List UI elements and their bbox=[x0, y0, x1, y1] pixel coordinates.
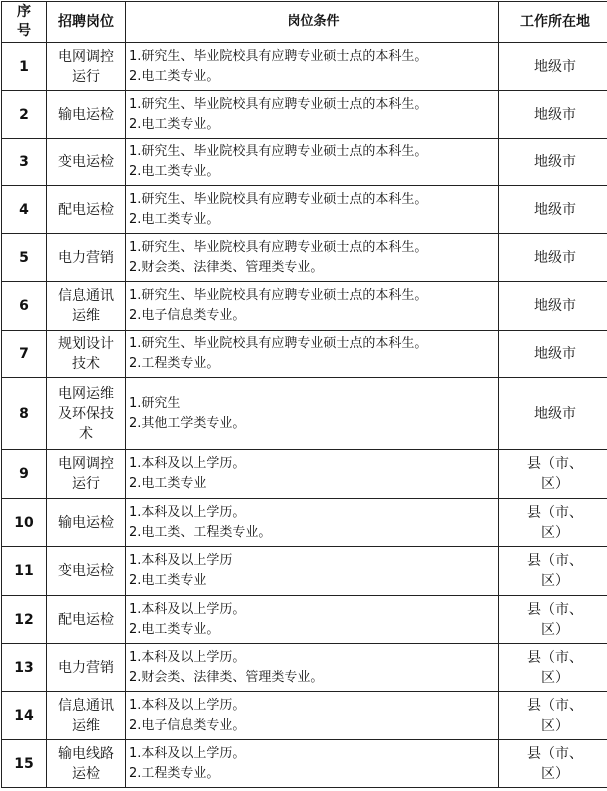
location-cell bbox=[499, 450, 607, 498]
location-text: 地级市 bbox=[534, 249, 576, 266]
table-row bbox=[2, 233, 607, 281]
condition-line: 2.电工类专业。 bbox=[129, 211, 220, 227]
condition-line: 1.本科及以上学历 bbox=[129, 553, 233, 569]
location-text: 地级市 bbox=[534, 154, 576, 171]
position-cell bbox=[47, 595, 126, 643]
location-cell bbox=[499, 233, 607, 281]
conditions-cell bbox=[126, 644, 499, 691]
header-row bbox=[2, 2, 607, 43]
location-cell bbox=[499, 43, 607, 91]
conditions-cell bbox=[126, 691, 499, 739]
condition-line: 1.本科及以上学历。 bbox=[129, 601, 246, 617]
condition-line: 1.研究生、毕业院校具有应聘专业硕士点的本科生。 bbox=[129, 48, 428, 64]
condition-line: 2.电工类、工程类专业。 bbox=[129, 524, 272, 540]
header-location bbox=[499, 2, 607, 43]
row-number: 7 bbox=[2, 330, 47, 377]
table-row bbox=[2, 691, 607, 739]
position-text: 配电运检 bbox=[58, 201, 114, 218]
conditions-cell bbox=[126, 450, 499, 498]
location-cell bbox=[499, 547, 607, 595]
condition-line: 1.研究生、毕业院校具有应聘专业硕士点的本科生。 bbox=[129, 288, 428, 304]
location-cell bbox=[499, 282, 607, 330]
table-row bbox=[2, 138, 607, 185]
row-number: 11 bbox=[2, 547, 47, 595]
location-cell bbox=[499, 691, 607, 739]
row-number: 4 bbox=[2, 186, 47, 233]
condition-line: 1.本科及以上学历。 bbox=[129, 456, 246, 472]
position-cell bbox=[47, 138, 126, 185]
location-text: 县（市、区） bbox=[527, 553, 583, 590]
row-number: 5 bbox=[2, 233, 47, 281]
condition-line: 1.本科及以上学历。 bbox=[129, 649, 246, 665]
location-text: 地级市 bbox=[534, 298, 576, 315]
position-text: 电网调控运行 bbox=[58, 48, 114, 85]
conditions-cell bbox=[126, 282, 499, 330]
row-number: 14 bbox=[2, 691, 47, 739]
location-cell bbox=[499, 498, 607, 546]
position-text: 配电运检 bbox=[58, 611, 114, 628]
location-cell bbox=[499, 186, 607, 233]
condition-line: 1.研究生、毕业院校具有应聘专业硕士点的本科生。 bbox=[129, 96, 428, 112]
position-cell bbox=[47, 740, 126, 788]
row-number: 10 bbox=[2, 498, 47, 546]
header-no bbox=[2, 2, 47, 43]
position-cell bbox=[47, 450, 126, 498]
condition-line: 2.电工类专业。 bbox=[129, 68, 220, 84]
row-number: 9 bbox=[2, 450, 47, 498]
location-cell bbox=[499, 378, 607, 450]
table-row bbox=[2, 595, 607, 643]
table-row bbox=[2, 450, 607, 498]
conditions-cell bbox=[126, 740, 499, 788]
row-number: 8 bbox=[2, 378, 47, 450]
row-number: 13 bbox=[2, 644, 47, 691]
condition-line: 2.电工类专业。 bbox=[129, 116, 220, 132]
header-conditions: 岗位条件 bbox=[126, 2, 499, 43]
condition-line: 2.其他工学类专业。 bbox=[129, 415, 246, 431]
position-text: 输电线路运检 bbox=[58, 745, 114, 782]
condition-line: 1.研究生、毕业院校具有应聘专业硕士点的本科生。 bbox=[129, 239, 428, 255]
row-number: 1 bbox=[2, 43, 47, 91]
location-cell bbox=[499, 644, 607, 691]
conditions-cell bbox=[126, 91, 499, 138]
row-number: 12 bbox=[2, 595, 47, 643]
position-cell bbox=[47, 233, 126, 281]
condition-line: 1.本科及以上学历。 bbox=[129, 504, 246, 520]
row-number: 15 bbox=[2, 740, 47, 788]
location-cell bbox=[499, 91, 607, 138]
conditions-cell bbox=[126, 138, 499, 185]
row-number: 3 bbox=[2, 138, 47, 185]
position-cell bbox=[47, 378, 126, 450]
header-no-text: 序号 bbox=[17, 4, 31, 39]
condition-line: 1.本科及以上学历。 bbox=[129, 745, 246, 761]
condition-line: 2.工程类专业。 bbox=[129, 356, 220, 372]
header-location-text: 工作所在地 bbox=[520, 14, 590, 30]
location-text: 地级市 bbox=[534, 106, 576, 123]
condition-line: 2.工程类专业。 bbox=[129, 765, 220, 781]
location-text: 县（市、区） bbox=[527, 601, 583, 638]
position-text: 信息通讯运维 bbox=[58, 288, 114, 325]
position-cell bbox=[47, 644, 126, 691]
conditions-cell bbox=[126, 378, 499, 450]
location-text: 县（市、区） bbox=[527, 697, 583, 734]
conditions-cell bbox=[126, 595, 499, 643]
position-text: 规划设计技术 bbox=[58, 336, 114, 373]
condition-line: 2.电子信息类专业。 bbox=[129, 717, 246, 733]
conditions-cell bbox=[126, 233, 499, 281]
location-text: 县（市、区） bbox=[527, 504, 583, 541]
condition-line: 1.本科及以上学历。 bbox=[129, 697, 246, 713]
location-cell bbox=[499, 740, 607, 788]
row-number: 6 bbox=[2, 282, 47, 330]
table-row bbox=[2, 378, 607, 450]
location-text: 县（市、区） bbox=[527, 456, 583, 493]
position-text: 电网运维及环保技术 bbox=[58, 385, 114, 442]
table-row bbox=[2, 43, 607, 91]
conditions-cell bbox=[126, 43, 499, 91]
conditions-cell bbox=[126, 330, 499, 377]
position-cell bbox=[47, 43, 126, 91]
condition-line: 2.财会类、法律类、管理类专业。 bbox=[129, 669, 324, 685]
table-row bbox=[2, 282, 607, 330]
position-cell bbox=[47, 91, 126, 138]
location-cell bbox=[499, 330, 607, 377]
location-cell bbox=[499, 138, 607, 185]
condition-line: 2.电工类专业 bbox=[129, 573, 207, 589]
table-row bbox=[2, 91, 607, 138]
position-text: 信息通讯运维 bbox=[58, 697, 114, 734]
location-cell bbox=[499, 595, 607, 643]
position-text: 电网调控运行 bbox=[58, 456, 114, 493]
table-row bbox=[2, 644, 607, 691]
row-number: 2 bbox=[2, 91, 47, 138]
table-row bbox=[2, 186, 607, 233]
location-text: 县（市、区） bbox=[527, 649, 583, 686]
location-text: 地级市 bbox=[534, 405, 576, 422]
location-text: 地级市 bbox=[534, 201, 576, 218]
position-text: 变电运检 bbox=[58, 154, 114, 171]
position-cell bbox=[47, 691, 126, 739]
condition-line: 2.电工类专业。 bbox=[129, 164, 220, 180]
condition-line: 1.研究生、毕业院校具有应聘专业硕士点的本科生。 bbox=[129, 191, 428, 207]
table-body bbox=[2, 43, 607, 788]
position-cell bbox=[47, 330, 126, 377]
header-position: 招聘岗位 bbox=[47, 2, 126, 43]
condition-line: 2.电子信息类专业。 bbox=[129, 308, 246, 324]
condition-line: 2.电工类专业 bbox=[129, 476, 207, 492]
conditions-cell bbox=[126, 186, 499, 233]
location-text: 县（市、区） bbox=[527, 745, 583, 782]
position-text: 电力营销 bbox=[58, 659, 114, 676]
position-text: 输电运检 bbox=[58, 106, 114, 123]
position-cell bbox=[47, 498, 126, 546]
position-cell bbox=[47, 282, 126, 330]
table-row bbox=[2, 330, 607, 377]
condition-line: 1.研究生、毕业院校具有应聘专业硕士点的本科生。 bbox=[129, 144, 428, 160]
table-row bbox=[2, 498, 607, 546]
position-text: 变电运检 bbox=[58, 563, 114, 580]
conditions-cell bbox=[126, 498, 499, 546]
position-cell bbox=[47, 547, 126, 595]
position-text: 电力营销 bbox=[58, 249, 114, 266]
condition-line: 2.财会类、法律类、管理类专业。 bbox=[129, 259, 324, 275]
table-row bbox=[2, 740, 607, 788]
condition-line: 1.研究生、毕业院校具有应聘专业硕士点的本科生。 bbox=[129, 336, 428, 352]
table-row bbox=[2, 547, 607, 595]
position-cell bbox=[47, 186, 126, 233]
recruitment-table bbox=[1, 1, 607, 788]
location-text: 地级市 bbox=[534, 346, 576, 363]
location-text: 地级市 bbox=[534, 58, 576, 75]
table-header bbox=[2, 2, 607, 43]
condition-line: 1.研究生 bbox=[129, 395, 181, 411]
condition-line: 2.电工类专业。 bbox=[129, 621, 220, 637]
position-text: 输电运检 bbox=[58, 514, 114, 531]
conditions-cell bbox=[126, 547, 499, 595]
